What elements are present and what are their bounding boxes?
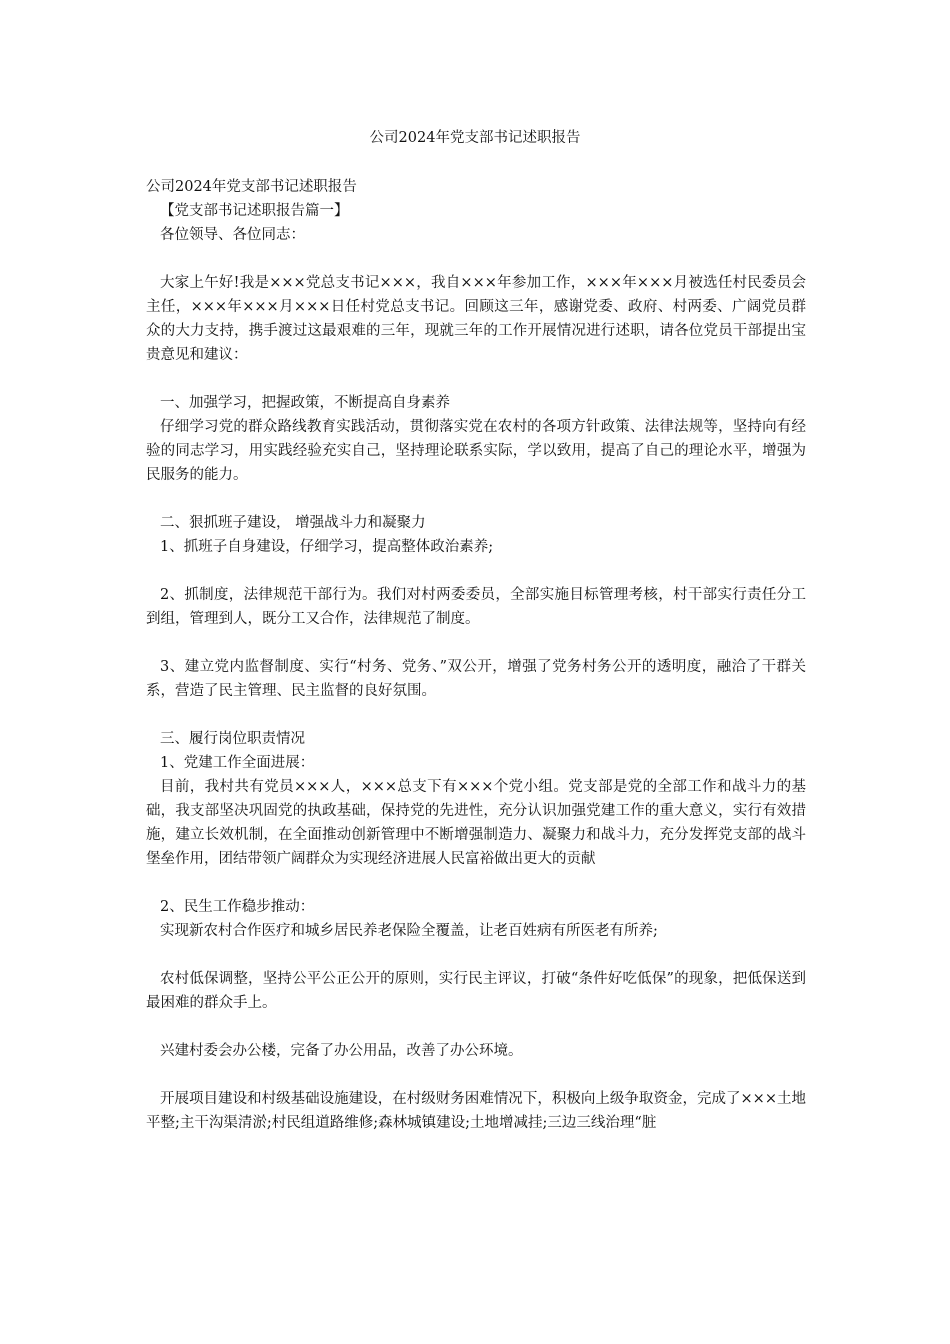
paragraph: 各位领导、各位同志： (160, 227, 305, 243)
paragraph: 3、建立党内监督制度、实行“村务、党务、”双公开，增强了党务村务公开的透明度，融洽了干群关系，营造了民主管理、民主监督的良好氛围。 (146, 659, 806, 699)
paragraph: 开展项目建设和村级基础设施建设，在村级财务困难情况下，积极向上级争取资金，完成了×××土地平整;主干沟渠清淤;村民组道路维修;森林城镇建设;土地增减挂;三边三线治理“脏 (146, 1091, 806, 1131)
paragraph: 仔细学习党的群众路线教育实践活动，贯彻落实党在农村的各项方针政策、法律法规等，坚持向有经验的同志学习，用实践经验充实自己，坚持理论联系实际，学以致用，提高了自己的理论水平，增强为民服务的能力。 (146, 419, 806, 483)
paragraph: 2、抓制度，法律规范干部行为。我们对村两委委员，全部实施目标管理考核，村干部实行责任分工到组，管理到人，既分工又合作，法律规范了制度。 (146, 587, 806, 627)
paragraph: 二、狠抓班子建设， 增强战斗力和凝聚力 (160, 515, 426, 531)
page-title: 公司2024年党支部书记述职报告 (369, 130, 581, 146)
paragraph: 【党支部书记述职报告篇一】 (160, 203, 349, 219)
paragraph: 一、加强学习，把握政策，不断提高自身素养 (160, 395, 450, 411)
paragraph: 兴建村委会办公楼，完备了办公用品，改善了办公环境。 (160, 1043, 523, 1059)
paragraph: 2、民生工作稳步推动： (160, 899, 315, 915)
document-body (146, 175, 806, 1135)
paragraph: 1、党建工作全面进展： (160, 755, 315, 771)
paragraph: 1、抓班子自身建设，仔细学习，提高整体政治素养; (160, 539, 494, 555)
paragraph: 大家上午好!我是×××党总支书记×××，我自×××年参加工作，×××年×××月被选任村民委员会主任，×××年×××月×××日任村党总支书记。回顾这三年，感谢党委、政府、村两委、广阔党员群众的大力支持，携手渡过这最艰难的三年，现就三年的工作开展情况进行述职，请各位党员干部提出宝贵意见和建议： (146, 275, 806, 363)
paragraph: 三、履行岗位职责情况 (160, 731, 305, 747)
paragraph: 实现新农村合作医疗和城乡居民养老保险全覆盖，让老百姓病有所医老有所养; (160, 923, 658, 939)
paragraph: 目前，我村共有党员×××人，×××总支下有×××个党小组。党支部是党的全部工作和战斗力的基础，我支部坚决巩固党的执政基础，保持党的先进性，充分认识加强党建工作的重大意义，实行有效措施，建立长效机制，在全面推动创新管理中不断增强制造力、凝聚力和战斗力，充分发挥党支部的战斗堡垒作用，团结带领广阔群众为实现经济进展人民富裕做出更大的贡献 (146, 779, 806, 867)
paragraph: 农村低保调整，坚持公平公正公开的原则，实行民主评议，打破“条件好吃低保”的现象，把低保送到最困难的群众手上。 (146, 971, 806, 1011)
paragraph: 公司2024年党支部书记述职报告 (146, 179, 357, 195)
